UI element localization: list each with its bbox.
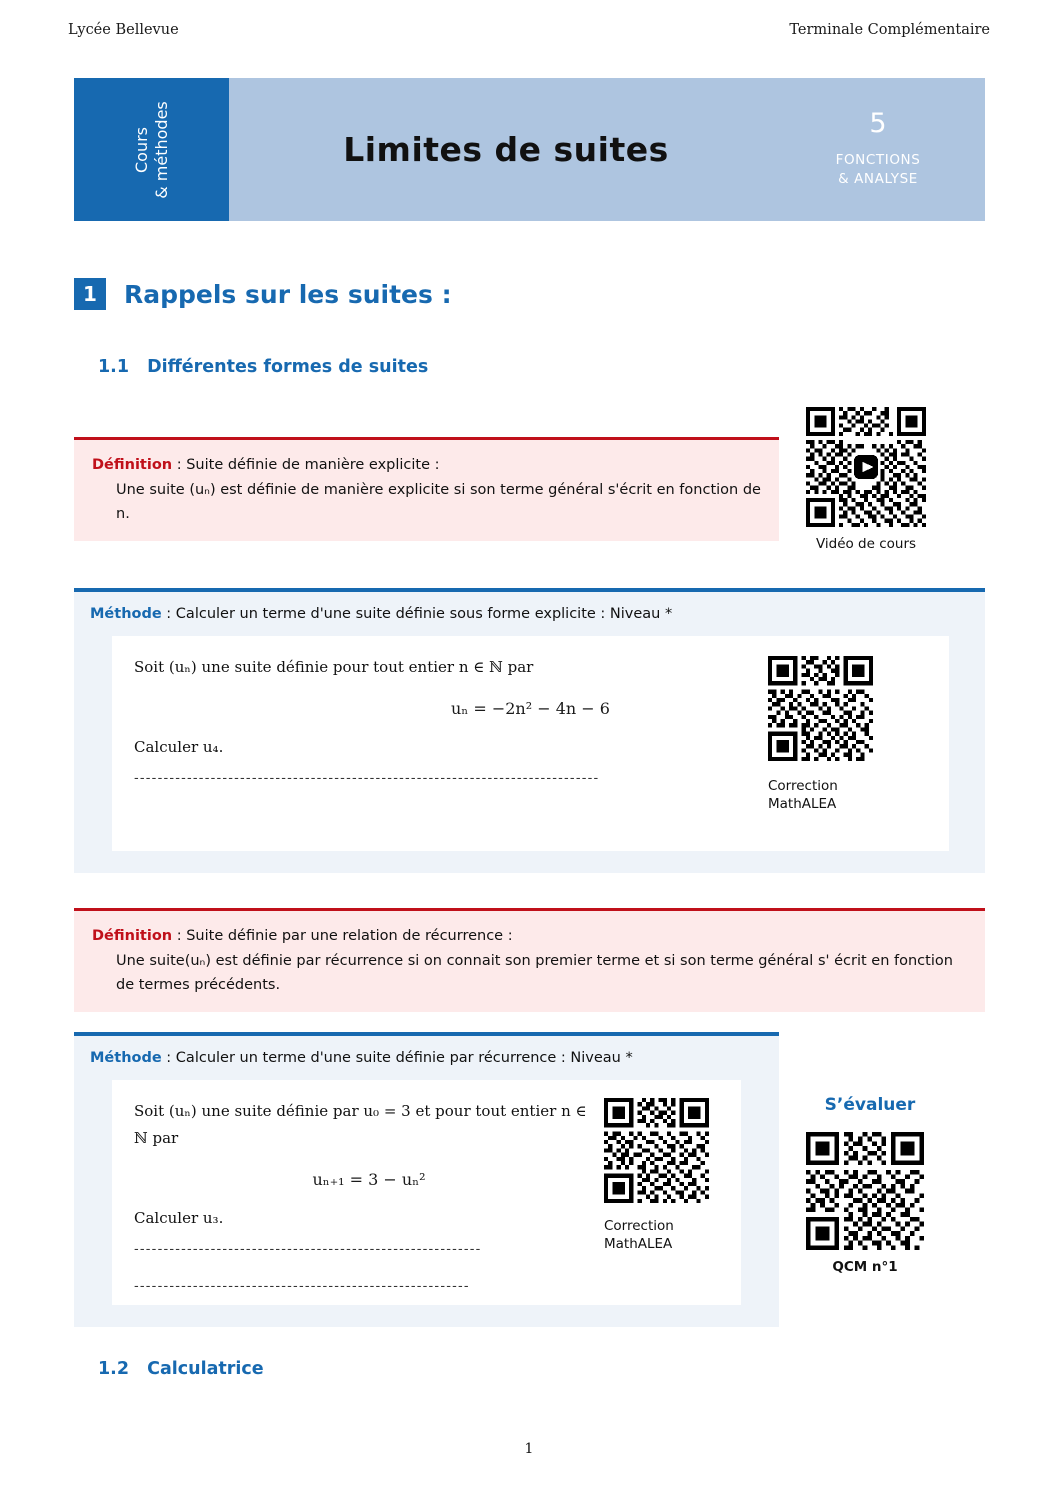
- subsection-label-1-1: Différentes formes de suites: [147, 357, 429, 377]
- title-banner: [74, 78, 985, 221]
- banner-side-tab-label: [132, 101, 172, 199]
- method-2-label: Méthode: [90, 1050, 162, 1066]
- definition-2-head: [92, 924, 967, 949]
- subsection-number-1-1: 1.1: [98, 357, 130, 377]
- definition-box-explicite: [74, 437, 779, 541]
- page-number: 1: [524, 1441, 534, 1457]
- section-number-badge: 1: [74, 278, 106, 310]
- definition-2-body: Une suite(uₙ) est définie par récurrence si on connait son premier terme et si son terme général s' écrit en fonction de termes précédents.: [116, 952, 953, 994]
- subsection-number-1-2: 1.2: [98, 1359, 130, 1379]
- section-heading: [74, 278, 452, 310]
- banner-tab-line1: Cours: [131, 126, 151, 173]
- definition-1-head: [92, 453, 761, 478]
- qr-code-icon[interactable]: [805, 1132, 925, 1250]
- method-2-statement: Soit (uₙ) une suite définie par u₀ = 3 et pour tout entier n ∈ ℕ par: [134, 1102, 587, 1147]
- method-1-answer-line: -------------------------------------------------------------------------------: [134, 771, 600, 786]
- running-head: [68, 22, 990, 38]
- qr-qcm-1[interactable]: [805, 1132, 925, 1276]
- method-2-answer-line-1: -----------------------------------------------------------: [134, 1242, 482, 1257]
- qr-qcm-caption: QCM n°1: [832, 1259, 898, 1275]
- qr-correction-1-caption: [768, 777, 878, 813]
- method-1-head: [90, 606, 969, 622]
- method-2-formula: uₙ₊₁ = 3 − uₙ²: [312, 1170, 426, 1189]
- definition-2-headtext: : Suite définie par une relation de récurrence :: [172, 928, 513, 944]
- method-2-question: Calculer u₃.: [134, 1209, 224, 1227]
- chapter-theme-line1: FONCTIONS: [835, 151, 921, 168]
- running-head-right: Terminale Complémentaire: [789, 22, 990, 38]
- qr-correction-mathalea-1[interactable]: [768, 656, 878, 813]
- method-1-statement: Soit (uₙ) une suite définie pour tout entier n ∈ ℕ par: [134, 658, 534, 676]
- chapter-theme: [836, 151, 921, 190]
- subsection-heading-1-1: [98, 357, 428, 377]
- banner-side-tab: [74, 78, 229, 221]
- running-head-left: Lycée Bellevue: [68, 22, 179, 38]
- method-1-label: Méthode: [90, 606, 162, 622]
- evaluate-title: S’évaluer: [824, 1095, 916, 1115]
- qr-video-de-cours[interactable]: [806, 407, 926, 553]
- qr-correction-2-caption: [604, 1217, 714, 1253]
- definition-1-headtext: : Suite définie de manière explicite :: [172, 457, 440, 473]
- method-2-headtext: : Calculer un terme d'une suite définie par récurrence : Niveau *: [161, 1050, 633, 1066]
- qr-video-caption: Vidéo de cours: [815, 536, 917, 552]
- qr-code-icon[interactable]: [604, 1098, 709, 1203]
- method-1-question: Calculer u₄.: [134, 738, 224, 756]
- qr-correction-2-line2: MathALEA: [604, 1236, 673, 1253]
- subsection-heading-1-2: [98, 1359, 264, 1379]
- method-1-headtext: : Calculer un terme d'une suite définie sous forme explicite : Niveau *: [161, 606, 673, 622]
- qr-correction-2-line1: Correction: [604, 1218, 674, 1234]
- definition-1-label: Définition: [92, 457, 173, 473]
- definition-box-recurrence: [74, 908, 985, 1012]
- method-1-formula: uₙ = −2n² − 4n − 6: [451, 699, 610, 718]
- qr-correction-1-line2: MathALEA: [768, 796, 837, 813]
- qr-code-icon[interactable]: [806, 407, 926, 527]
- banner-tab-line2: & méthodes: [151, 100, 171, 199]
- qr-correction-mathalea-2[interactable]: [604, 1098, 714, 1253]
- banner-chapter-info: [783, 78, 985, 221]
- definition-1-body: Une suite (uₙ) est définie de manière explicite si son terme général s'écrit en fonction de n.: [116, 481, 761, 523]
- chapter-number: 5: [869, 108, 887, 140]
- page-title: Limites de suites: [343, 130, 669, 169]
- qr-correction-1-line1: Correction: [768, 778, 838, 794]
- subsection-label-1-2: Calculatrice: [147, 1359, 264, 1379]
- chapter-theme-line2: & ANALYSE: [838, 171, 918, 188]
- method-2-head: [90, 1050, 763, 1066]
- method-2-answer-line-2: ---------------------------------------------------------: [134, 1279, 470, 1294]
- section-title: Rappels sur les suites :: [124, 279, 452, 309]
- qr-code-icon[interactable]: [768, 656, 873, 761]
- definition-2-label: Définition: [92, 928, 173, 944]
